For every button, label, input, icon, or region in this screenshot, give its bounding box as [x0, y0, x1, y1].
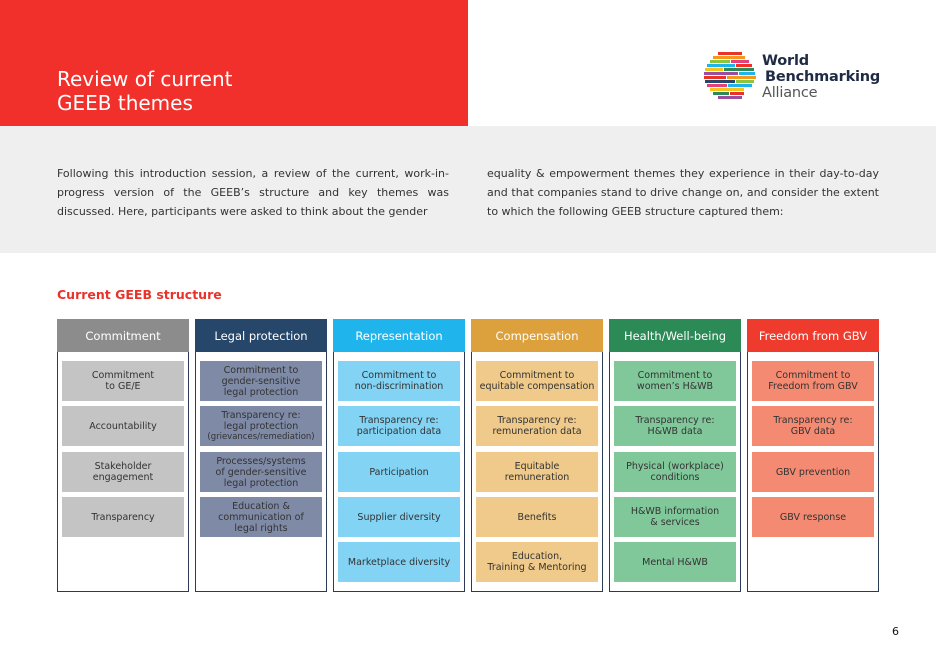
theme-cell: Marketplace diversity [338, 542, 460, 582]
intro-text-left: Following this introduction session, a review of the current, work-in-progress version of the GEEB’s structure and key themes was discussed. Here, participants were asked to think about the gender [57, 167, 449, 218]
structure-column [747, 319, 879, 592]
theme-cell: Supplier diversity [338, 497, 460, 537]
page-title: Review of current GEEB themes [57, 67, 233, 115]
column-header: Freedom from GBV [747, 319, 879, 352]
theme-cell: Commitment to gender-sensitive legal protection [200, 361, 322, 401]
page-number: 6 [892, 625, 899, 638]
logo-wordmark [762, 53, 880, 101]
logo-line-3: Alliance [762, 85, 818, 101]
theme-cell: Mental H&WB [614, 542, 736, 582]
column-header: Commitment [57, 319, 189, 352]
theme-cell: Equitable remuneration [476, 452, 598, 492]
theme-cell: Participation [338, 452, 460, 492]
section-label: Current GEEB structure [57, 287, 222, 302]
theme-cell: Transparency re: participation data [338, 406, 460, 446]
intro-band [0, 126, 936, 253]
wba-logo [704, 52, 894, 104]
theme-cell: H&WB information & services [614, 497, 736, 537]
logo-line-1: World [762, 53, 809, 69]
theme-cell: Transparency re: remuneration data [476, 406, 598, 446]
wba-striped-globe-icon [704, 52, 758, 104]
column-header: Representation [333, 319, 465, 352]
theme-cell-sublabel: (grievances/remediation) [207, 431, 315, 442]
theme-cell: Transparency re: GBV data [752, 406, 874, 446]
structure-column [57, 319, 189, 592]
theme-cell: Benefits [476, 497, 598, 537]
theme-cell: Commitment to GE/E [62, 361, 184, 401]
theme-cell: Commitment to equitable compensation [476, 361, 598, 401]
structure-column [195, 319, 327, 592]
theme-cell: Commitment to Freedom from GBV [752, 361, 874, 401]
theme-cell: Accountability [62, 406, 184, 446]
structure-column [471, 319, 603, 592]
theme-cell [200, 406, 322, 446]
intro-text-right: equality & empowerment themes they experience in their day-to-day and that companies stand to drive change on, and consider the extent to which the following GEEB structure captured them: [487, 167, 879, 218]
theme-cell: Education & communication of legal rights [200, 497, 322, 537]
theme-cell: Commitment to women’s H&WB [614, 361, 736, 401]
theme-cell: GBV prevention [752, 452, 874, 492]
theme-cell: Commitment to non-discrimination [338, 361, 460, 401]
header-banner [0, 0, 468, 126]
theme-cell: Physical (workplace) conditions [614, 452, 736, 492]
theme-cell: GBV response [752, 497, 874, 537]
logo-line-2: Benchmarking [765, 69, 881, 85]
column-header: Compensation [471, 319, 603, 352]
structure-column [609, 319, 741, 592]
column-header: Legal protection [195, 319, 327, 352]
theme-cell: Transparency re: H&WB data [614, 406, 736, 446]
structure-column [333, 319, 465, 592]
theme-cell: Transparency [62, 497, 184, 537]
theme-cell-label: Transparency re: legal protection [221, 409, 301, 432]
column-header: Health/Well-being [609, 319, 741, 352]
theme-cell: Education, Training & Mentoring [476, 542, 598, 582]
theme-cell: Processes/systems of gender-sensitive legal protection [200, 452, 322, 492]
theme-cell: Stakeholder engagement [62, 452, 184, 492]
